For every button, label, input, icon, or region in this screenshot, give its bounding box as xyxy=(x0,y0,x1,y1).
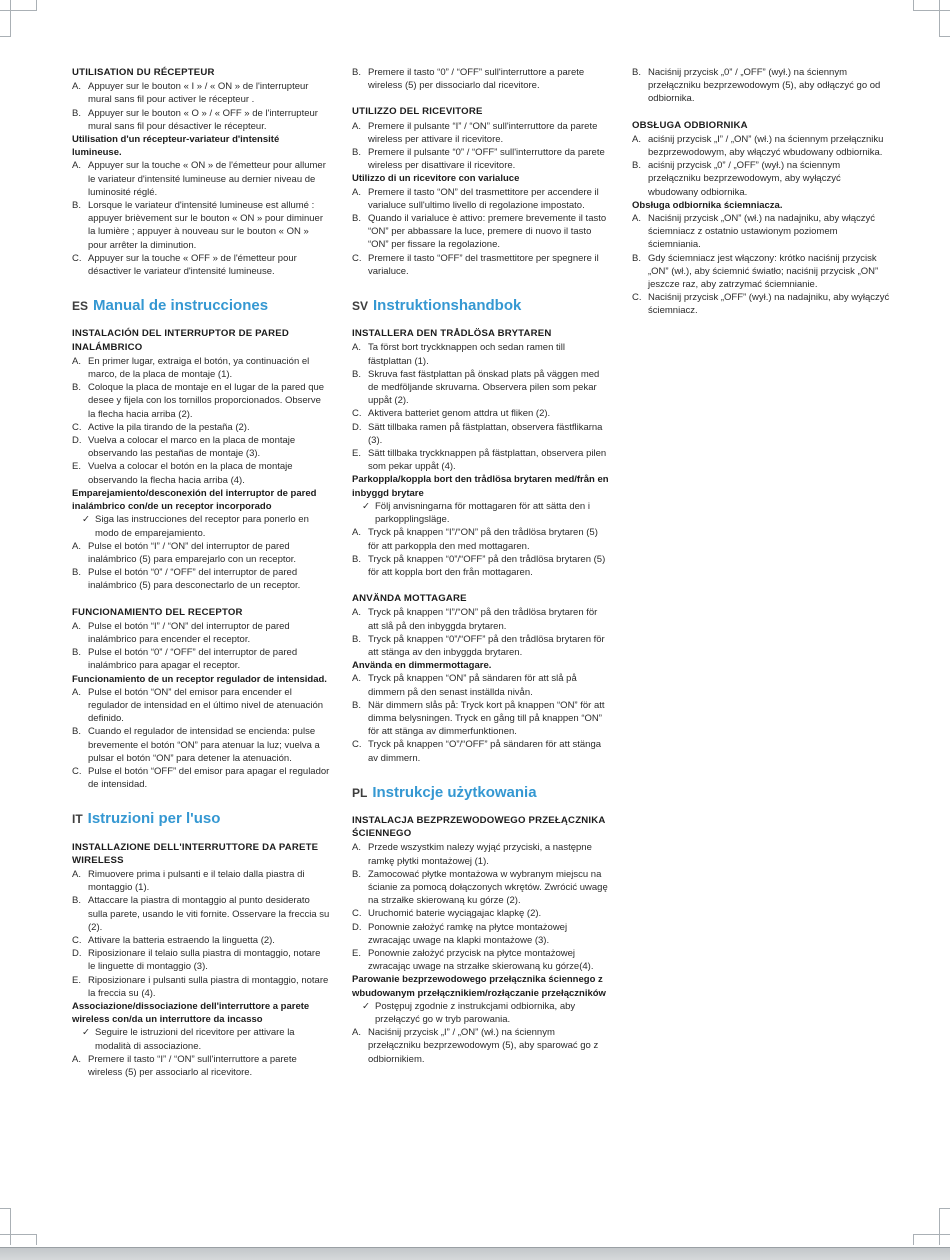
check-list-item xyxy=(72,513,330,539)
list-item xyxy=(352,868,610,908)
page-edge-strip xyxy=(0,1247,950,1260)
content-columns xyxy=(72,66,890,1079)
language-section-header xyxy=(72,812,330,827)
item-text: Premere il tasto “I” / “ON” sull'interruttore a parete wireless (5) per associarlo al ricevitore. xyxy=(88,1053,297,1079)
item-text: Przede wszystkim nalezy wyjąć przyciski, a następne ramkę płytki montażowej (1). xyxy=(368,842,592,867)
item-letter: A. xyxy=(72,686,81,698)
list-item xyxy=(352,447,610,473)
list-item xyxy=(632,133,890,159)
item-letter: C. xyxy=(352,908,362,920)
list-item xyxy=(352,907,610,920)
list-item xyxy=(352,921,610,947)
item-letter: C. xyxy=(72,421,82,433)
section-heading: ANVÄNDA MOTTAGARE xyxy=(352,593,467,605)
item-text: Premere il tasto “ON” del trasmettitore per accendere il varialuce sull'ultimo livello di regolazione impostato. xyxy=(368,186,599,211)
item-letter: B. xyxy=(72,200,81,212)
item-text: Premere il tasto “OFF” del trasmettitore per spegnere il varialuce. xyxy=(368,252,599,277)
sub-heading: Använda en dimmermottagare. xyxy=(352,660,492,672)
check-list-item xyxy=(352,1000,610,1026)
item-letter: B. xyxy=(72,107,81,119)
item-text: Ponownie założyć ramkę na płytce montażowej zwracając uwage na klapki montażowe (3). xyxy=(368,921,568,946)
item-letter: A. xyxy=(352,186,361,198)
item-text: Pulse el botón “ON” del emisor para encender el regulador de intensidad en el último nivel de atenuación definido. xyxy=(88,686,324,725)
list-item xyxy=(72,566,330,592)
item-text: Premere il tasto “0” / “OFF” sull'interruttore a parete wireless (5) per dissociarlo dal ricevitore. xyxy=(368,67,585,92)
language-code-label: PL xyxy=(352,785,368,800)
item-text: Tryck på knappen “0”/“OFF” på den trådlösa brytaren för att stänga av den inbyggda brytaren. xyxy=(368,633,605,658)
list-item xyxy=(352,66,610,92)
item-letter: A. xyxy=(352,842,361,854)
item-text: Naciśnij przycisk „0” / „OFF” (wył.) na ściennym przełączniku bezprzewodowym (5), aby odłączyć go od odbiornika. xyxy=(648,67,881,105)
item-letter: D. xyxy=(352,921,362,933)
list-item xyxy=(72,646,330,672)
item-letter: A. xyxy=(352,342,361,354)
item-letter: A. xyxy=(72,868,81,880)
item-letter: B. xyxy=(632,67,641,78)
item-letter: B. xyxy=(72,647,81,659)
item-text: Lorsque le variateur d'intensité lumineuse est allumé : appuyer brièvement sur le bouton « ON » pour diminuer la lumière ; appuyer à nouveau sur le bouton « ON » pour arrêter la diminution. xyxy=(88,200,323,251)
item-text: Coloque la placa de montaje en el lugar de la pared que desee y fijela con los tornillos proporcionados. Observe la flecha hacia arriba (2). xyxy=(88,382,325,420)
item-text: Rimuovere prima i pulsanti e il telaio dalla piastra di montaggio (1). xyxy=(88,868,305,894)
item-text: Naciśnij przycisk „ON” (wł.) na nadajniku, aby włączyć ściemniacz z ostatnio ustawionym poziomem ściemniania. xyxy=(648,213,876,251)
column-3 xyxy=(632,66,890,318)
list-item xyxy=(72,434,330,460)
section-heading: INSTALLAZIONE DELL'INTERRUTTORE DA PARETE WIRELESS xyxy=(72,841,319,866)
check-icon: ✓ xyxy=(362,1000,370,1012)
language-title: Instrukcje użytkowania xyxy=(372,783,537,801)
item-letter: C. xyxy=(72,252,82,264)
list-item xyxy=(72,107,330,133)
item-text: Siga las instrucciones del receptor para ponerlo en modo de emparejamiento. xyxy=(95,514,309,539)
section-heading: INSTALLERA DEN TRÅDLÖSA BRYTAREN xyxy=(352,328,552,340)
list-item xyxy=(632,291,890,317)
item-text: Appuyer sur la touche « ON » de l'émetteur pour allumer le variateur d'intensité lumineuse au dernier niveau de luminosité réglé. xyxy=(88,160,326,198)
sub-heading: Emparejamiento/desconexión del interruptor de pared inalámbrico con/de un receptor incorporado xyxy=(72,487,317,513)
item-text: Ponownie założyć przycisk na płytce montażowej zwracając uwage na strzałke skierowaną ku górze(4). xyxy=(368,947,594,973)
language-code-label: SV xyxy=(352,299,369,314)
list-item xyxy=(72,540,330,566)
list-item xyxy=(352,1026,610,1066)
item-letter: E. xyxy=(72,461,81,473)
language-title: Manual de instrucciones xyxy=(93,297,269,315)
language-section-header xyxy=(352,299,610,314)
language-title: Instruktionshandbok xyxy=(373,297,522,315)
item-text: Seguire le istruzioni del ricevitore per attivare la modalità di associazione. xyxy=(95,1027,295,1052)
item-text: Naciśnij przycisk „OFF” (wył.) na nadajniku, aby wyłączyć ściemniacz. xyxy=(648,292,890,317)
item-text: Tryck på knappen “I”/“ON” på den trådlösa brytaren (5) för att parkoppla den med mottagaren. xyxy=(368,527,598,552)
list-item xyxy=(72,947,330,973)
sub-heading: Parowanie bezprzewodowego przełącznika ściennego z wbudowanym przełącznikiem/rozłączanie przełączników xyxy=(352,974,606,999)
item-letter: B. xyxy=(352,633,361,645)
list-item xyxy=(352,526,610,552)
check-icon: ✓ xyxy=(362,500,370,512)
item-text: Premere il pulsante “I” / “ON” sull'interruttore da parete wireless per attivare il ricevitore. xyxy=(368,120,598,145)
item-letter: A. xyxy=(72,1053,81,1065)
item-text: Uruchomić baterie wyciągajac klapkę (2). xyxy=(368,908,542,920)
item-letter: A. xyxy=(632,133,641,145)
item-letter: B. xyxy=(352,553,361,565)
section-heading: FUNCIONAMIENTO DEL RECEPTOR xyxy=(72,606,243,618)
list-item xyxy=(72,355,330,381)
item-text: Sätt tillbaka ramen på fästplattan, observera fästflikarna (3). xyxy=(368,421,603,446)
item-text: Ta först bort tryckknappen och sedan ramen till fästplattan (1). xyxy=(368,342,565,367)
item-letter: E. xyxy=(352,947,361,959)
list-item xyxy=(72,974,330,1000)
item-text: Zamocować płytke montażowa w wybranym miejscu na ścianie za pomocą dołączonych wkrętów. Zwrócić uwagę na strzałke skierowaną ku górze (2). xyxy=(368,868,608,907)
item-letter: B. xyxy=(352,67,361,78)
list-item xyxy=(352,120,610,146)
list-item xyxy=(72,620,330,646)
list-item xyxy=(72,894,330,934)
item-text: Pulse el botón “0” / “OFF” del interruptor de pared inalámbrico para apagar el receptor. xyxy=(88,647,298,672)
list-item xyxy=(72,80,330,106)
item-text: Appuyer sur le bouton « O » / « OFF » de l'interrupteur mural sans fil pour désactiver le récepteur. xyxy=(88,107,318,132)
item-letter: A. xyxy=(72,540,81,552)
list-item xyxy=(352,553,610,579)
item-text: aciśnij przycisk „I” / „ON” (wł.) na ściennym przełączniku bezprzewodowym, aby włączyć wbudowany odbiornika. xyxy=(648,133,884,159)
item-letter: B. xyxy=(352,147,361,159)
list-item xyxy=(352,407,610,420)
section-heading: UTILIZZO DEL RICEVITORE xyxy=(352,106,483,118)
section-heading: UTILISATION DU RÉCEPTEUR xyxy=(72,67,215,78)
item-letter: A. xyxy=(72,620,81,632)
item-text: När dimmern slås på: Tryck kort på knappen “ON” för att dimma belysningen. Tryck en gång till på knappen “ON” för att stänga av dimmerfunktionen. xyxy=(368,699,605,738)
item-text: Tryck på knappen “I”/“ON” på den trådlösa brytaren för att slå på den inbyggda brytaren. xyxy=(368,607,598,632)
item-letter: C. xyxy=(72,934,82,946)
item-letter: E. xyxy=(72,974,81,986)
list-item xyxy=(352,841,610,867)
item-letter: B. xyxy=(632,160,641,172)
item-text: Riposizionare i pulsanti sulla piastra di montaggio, notare la freccia su (4). xyxy=(88,974,329,999)
item-text: Appuyer sur le bouton « I » / « ON » de l'interrupteur mural sans fil pour activer le récepteur . xyxy=(88,81,309,106)
item-text: Pulse el botón “OFF” del emisor para apagar el regulador de intensidad. xyxy=(88,765,330,791)
sub-heading: Utilizzo di un ricevitore con varialuce xyxy=(352,173,520,185)
item-text: Quando il varialuce è attivo: premere brevemente il tasto “ON” per abbassare la luce, premere di nuovo il tasto “ON” per fissare la regolazione. xyxy=(368,213,607,251)
crop-mark-bottom-left xyxy=(0,1201,44,1245)
item-letter: B. xyxy=(352,213,361,225)
item-text: aciśnij przycisk „0” / „OFF” (wył.) na ściennym przełączniku bezprzewodowym, aby wyłączyć wbudowany odbiornika. xyxy=(648,160,841,198)
list-item xyxy=(72,686,330,726)
item-text: Premere il pulsante “0” / “OFF” sull'interruttore da parete wireless per disattivare il ricevitore. xyxy=(368,147,605,172)
list-item xyxy=(72,765,330,791)
item-text: Sätt tillbaka tryckknappen på fästplattan, observera pilen som pekar uppåt (4). xyxy=(368,448,607,473)
check-list-item xyxy=(352,500,610,526)
list-item xyxy=(72,725,330,765)
list-item xyxy=(352,633,610,659)
item-letter: D. xyxy=(72,435,82,447)
item-text: Pulse el botón “I” / “ON” del interruptor de pared inalámbrico para encender el receptor. xyxy=(88,620,290,645)
list-item xyxy=(352,212,610,252)
item-letter: C. xyxy=(632,292,642,304)
item-text: Postępuj zgodnie z instrukcjami odbiornika, aby przełączyć go w tryb parowania. xyxy=(375,1000,576,1025)
item-text: Attaccare la piastra di montaggio al punto desiderato sulla parete, usando le viti fornite. Osservare la freccia su (2). xyxy=(88,895,330,933)
list-item xyxy=(632,66,890,106)
item-letter: B. xyxy=(72,567,81,579)
section-heading: OBSŁUGA ODBIORNIKA xyxy=(632,119,748,131)
item-letter: D. xyxy=(352,421,362,433)
column-2 xyxy=(352,66,610,1066)
item-letter: B. xyxy=(352,368,361,380)
item-letter: B. xyxy=(352,699,361,711)
language-title: Istruzioni per l'uso xyxy=(87,810,221,828)
language-section-header xyxy=(352,783,610,801)
list-item xyxy=(72,460,330,486)
item-text: Vuelva a colocar el botón en la placa de montaje observando la flecha hacia arriba (4). xyxy=(88,461,293,486)
item-letter: A. xyxy=(352,607,361,619)
item-text: Aktivera batteriet genom attdra ut fliken (2). xyxy=(368,408,551,420)
item-letter: C. xyxy=(72,765,82,777)
language-code-label: ES xyxy=(72,299,89,314)
check-list-item xyxy=(72,1026,330,1052)
crop-mark-top-left xyxy=(0,0,44,44)
item-letter: A. xyxy=(352,1027,361,1039)
item-letter: B. xyxy=(72,382,81,394)
list-item xyxy=(352,947,610,973)
list-item xyxy=(72,934,330,947)
item-letter: C. xyxy=(352,739,362,751)
list-item xyxy=(352,699,610,739)
item-text: Vuelva a colocar el marco en la placa de montaje observando las pestañas de montaje (3). xyxy=(88,435,296,460)
item-letter: A. xyxy=(72,355,81,367)
list-item xyxy=(352,368,610,408)
item-letter: A. xyxy=(352,120,361,132)
item-letter: A. xyxy=(352,673,361,685)
crop-mark-bottom-right xyxy=(906,1201,950,1245)
item-letter: B. xyxy=(352,868,361,880)
item-text: Cuando el regulador de intensidad se encienda: pulse brevemente el botón “ON” para atenuar la luz; vuelva a pulsar el botón “ON” para detener la atenuación. xyxy=(88,726,320,764)
list-item xyxy=(352,186,610,212)
list-item xyxy=(352,146,610,172)
list-item xyxy=(72,199,330,252)
column-1 xyxy=(72,66,330,1079)
item-letter: B. xyxy=(632,252,641,264)
sub-heading: Utilisation d'un récepteur-variateur d'intensité lumineuse. xyxy=(72,134,280,159)
item-text: Pulse el botón “0” / “OFF” del interruptor de pared inalámbrico (5) para desconectarlo de un receptor. xyxy=(88,567,301,592)
sub-heading: Funcionamiento de un receptor regulador de intensidad. xyxy=(72,673,327,685)
list-item xyxy=(352,341,610,367)
list-item xyxy=(72,868,330,894)
sub-heading: Obsługa odbiornika ściemniacza. xyxy=(632,199,783,211)
item-text: Gdy ściemniacz jest włączony: krótko naciśnij przycisk „ON” (wł.), aby ściemnić światło; naciśnij przycisk „ON” jeszcze raz, aby zatrzymać ściemnianie. xyxy=(648,252,879,291)
section-heading: INSTALACJA BEZPRZEWODOWEGO PRZEŁĄCZNIKA ŚCIENNEGO xyxy=(352,814,606,840)
item-text: Naciśnij przycisk „I” / „ON” (wł.) na ściennym przełączniku bezprzewodowym (5), aby sparować go z odbiornikiem. xyxy=(368,1027,599,1065)
item-letter: C. xyxy=(352,252,362,264)
list-item xyxy=(72,252,330,278)
item-text: Skruva fast fästplattan på önskad plats på väggen med de medföljande skruvarna. Observera pilen som pekar uppåt (2). xyxy=(368,368,600,407)
item-letter: D. xyxy=(72,948,82,960)
crop-mark-top-right xyxy=(906,0,950,44)
item-text: En primer lugar, extraiga el botón, ya continuación el marco, de la placa de montaje (1). xyxy=(88,355,310,381)
list-item xyxy=(72,159,330,199)
list-item xyxy=(352,672,610,698)
item-text: Attivare la batteria estraendo la linguetta (2). xyxy=(88,934,275,946)
item-letter: C. xyxy=(352,408,362,420)
list-item xyxy=(352,252,610,278)
check-icon: ✓ xyxy=(82,514,90,526)
list-item xyxy=(352,606,610,632)
list-item xyxy=(72,421,330,434)
item-text: Riposizionare il telaio sulla piastra di montaggio, notare le linguette di montaggio (3). xyxy=(88,948,321,973)
item-text: Active la pila tirando de la pestaña (2). xyxy=(88,421,250,433)
item-letter: B. xyxy=(72,895,81,907)
list-item xyxy=(352,738,610,764)
section-heading: INSTALACIÓN DEL INTERRUPTOR DE PARED INALÁMBRICO xyxy=(72,328,290,353)
language-section-header xyxy=(72,299,330,314)
list-item xyxy=(72,381,330,421)
item-letter: E. xyxy=(352,448,361,460)
item-text: Tryck på knappen “ON” på sändaren för att slå på dimmern på den senast inställda nivån. xyxy=(368,673,577,698)
sub-heading: Associazione/dissociazione dell'interruttore a parete wireless con/da un interruttore da incasso xyxy=(72,1001,310,1026)
item-text: Följ anvisningarna för mottagaren för att sätta den i parkopplingsläge. xyxy=(375,500,590,526)
item-text: Appuyer sur la touche « OFF » de l'émetteur pour désactiver le variateur d'intensité lumineuse. xyxy=(88,252,297,278)
item-letter: A. xyxy=(632,213,641,225)
language-code-label: IT xyxy=(72,812,83,827)
check-icon: ✓ xyxy=(82,1027,90,1039)
item-letter: B. xyxy=(72,726,81,738)
sub-heading: Parkoppla/koppla bort den trådlösa brytaren med/från en inbyggd brytare xyxy=(352,474,609,499)
item-letter: A. xyxy=(72,81,81,93)
list-item xyxy=(352,421,610,447)
list-item xyxy=(632,252,890,292)
item-text: Pulse el botón “I” / “ON” del interruptor de pared inalámbrico (5) para emparejarlo con un receptor. xyxy=(88,540,297,565)
item-text: Tryck på knappen “0”/“OFF” på den trådlösa brytaren (5) för att koppla bort den från mottagaren. xyxy=(368,553,606,578)
list-item xyxy=(632,159,890,199)
list-item xyxy=(632,212,890,252)
item-text: Tryck på knappen “O”/“OFF” på sändaren för att stänga av dimmern. xyxy=(368,739,602,764)
item-letter: A. xyxy=(352,527,361,539)
item-letter: A. xyxy=(72,160,81,172)
list-item xyxy=(72,1053,330,1079)
